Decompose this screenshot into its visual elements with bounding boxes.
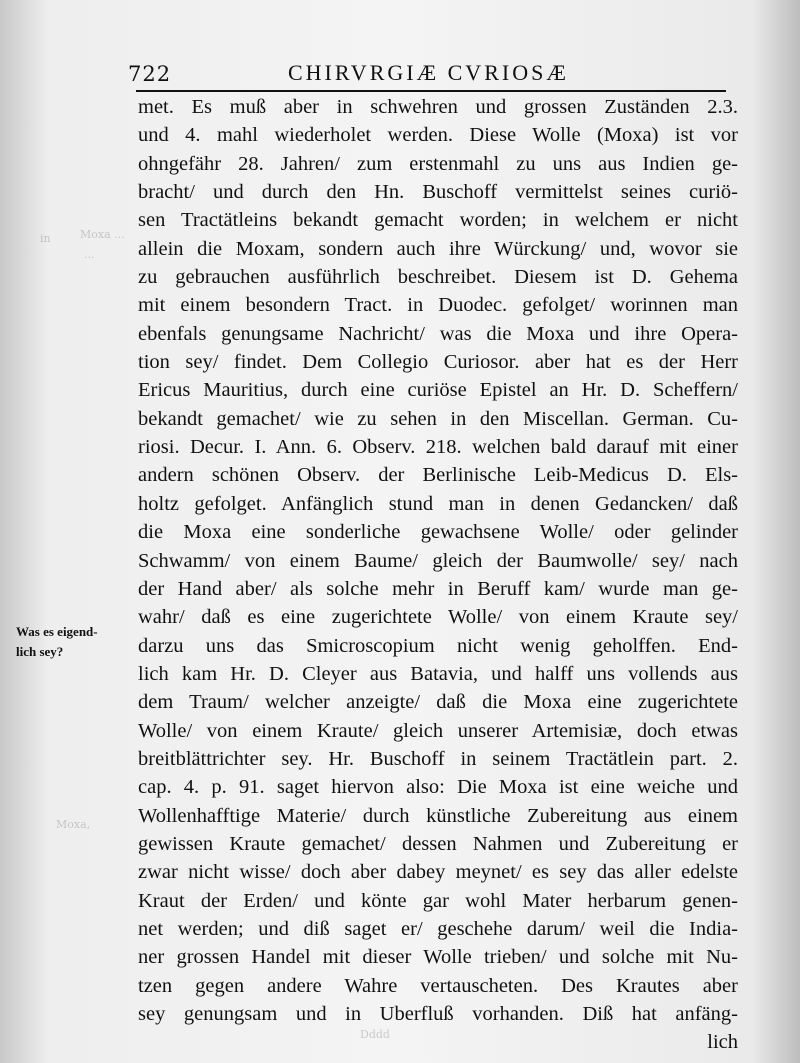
text-line: bracht/ und durch den Hn. Buschoff vermittelst seines curiö- xyxy=(138,181,738,204)
text-line: ner grossen Handel mit dieser Wolle trieben/ und solche mit Nu- xyxy=(138,946,738,969)
text-line: wahr/ daß es eine zugerichtete Wolle/ von einem Kraute sey/ xyxy=(138,606,738,629)
text-line: zwar nicht wisse/ doch aber dabey meynet/ es sey das aller edelste xyxy=(138,861,738,884)
body-text xyxy=(138,93,738,1057)
marginal-note-line: lich sey? xyxy=(16,644,64,659)
text-line: Ericus Mauritius, durch eine curiöse Epistel an Hr. D. Scheffern/ xyxy=(138,379,738,402)
text-line: andern schönen Observ. der Berlinische Leib-Medicus D. Els- xyxy=(138,464,738,487)
text-line: Kraut der Erden/ und könte gar wohl Mater herbarum genen- xyxy=(138,889,738,912)
text-line: Schwamm/ von einem Baume/ gleich der Baumwolle/ sey/ nach xyxy=(138,549,738,572)
bleed-through-text: ... xyxy=(84,248,95,261)
text-line: tion sey/ findet. Dem Collegio Curiosor. aber hat es der Herr xyxy=(138,351,738,374)
text-line: ohngefähr 28. Jahren/ zum erstenmahl zu uns aus Indien ge- xyxy=(138,152,738,175)
bleed-through-text: in xyxy=(40,232,51,245)
bleed-through-text: Moxa ... xyxy=(80,228,125,241)
running-head: CHIRVRGIÆ CVRIOSÆ xyxy=(288,60,569,85)
text-line: dem Traum/ welcher anzeigte/ daß die Moxa eine zugerichtete xyxy=(138,691,738,714)
text-line: tzen gegen andere Wahre vertauscheten. Des Krautes aber xyxy=(138,974,738,997)
text-line: sey genungsam und in Uberfluß vorhanden. Diß hat anfäng- xyxy=(138,1003,738,1025)
bleed-through-text: Moxa, xyxy=(56,818,91,831)
text-line: ebenfals genungsame Nachricht/ was die Moxa und ihre Opera- xyxy=(138,322,738,345)
text-line: allein die Moxam, sondern auch ihre Würckung/ und, wovor sie xyxy=(138,237,738,260)
text-line: die Moxa eine sonderliche gewachsene Wolle/ oder gelinder xyxy=(138,521,738,544)
text-line: holtz gefolget. Anfänglich stund man in denen Gedancken/ daß xyxy=(138,492,738,515)
page-header xyxy=(120,56,725,90)
text-line: mit einem besondern Tract. in Duodec. gefolget/ worinnen man xyxy=(138,294,738,317)
text-line: sen Tractätleins bekandt gemacht worden; in welchem er nicht xyxy=(138,209,738,232)
text-line: zu gebrauchen ausführlich beschreibet. Diesem ist D. Gehema xyxy=(138,266,738,289)
text-line: gewissen Kraute gemachet/ dessen Nahmen und Zubereitung er xyxy=(138,832,738,855)
header-rule xyxy=(136,90,726,92)
marginal-note-line: Was es eigend- xyxy=(16,624,98,639)
bleed-through-text: Dddd xyxy=(360,1028,390,1041)
text-line: bekandt gemachet/ wie zu sehen in den Miscellan. German. Cu- xyxy=(138,407,738,430)
text-line: net werden; und diß saget er/ geschehe darum/ weil die India- xyxy=(138,917,738,940)
page-number: 722 xyxy=(128,62,172,86)
text-line: der Hand aber/ als solche mehr in Beruff kam/ wurde man ge- xyxy=(138,577,738,600)
text-line: und 4. mahl wiederholet werden. Diese Wolle (Moxa) ist vor xyxy=(138,124,738,147)
text-line: Wollenhafftige Materie/ durch künstliche Zubereitung aus einem xyxy=(138,804,738,827)
text-line: riosi. Decur. I. Ann. 6. Observ. 218. welchen bald darauf mit einer xyxy=(138,436,738,459)
text-line: met. Es muß aber in schwehren und grossen Zuständen 2.3. xyxy=(138,96,738,118)
marginal-note xyxy=(16,622,126,662)
text-line: darzu uns das Smicroscopium nicht wenig geholffen. End- xyxy=(138,634,738,657)
text-line: cap. 4. p. 91. saget hiervon also: Die Moxa ist eine weiche und xyxy=(138,776,738,799)
text-line: Wolle/ von einem Kraute/ gleich unserer Artemisiæ, doch etwas xyxy=(138,719,738,742)
text-line: lich kam Hr. D. Cleyer aus Batavia, und halff uns vollends aus xyxy=(138,662,738,685)
text-line: lich xyxy=(707,1031,738,1054)
text-line: breitblättrichter sey. Hr. Buschoff in seinem Tractätlein part. 2. xyxy=(138,747,738,770)
